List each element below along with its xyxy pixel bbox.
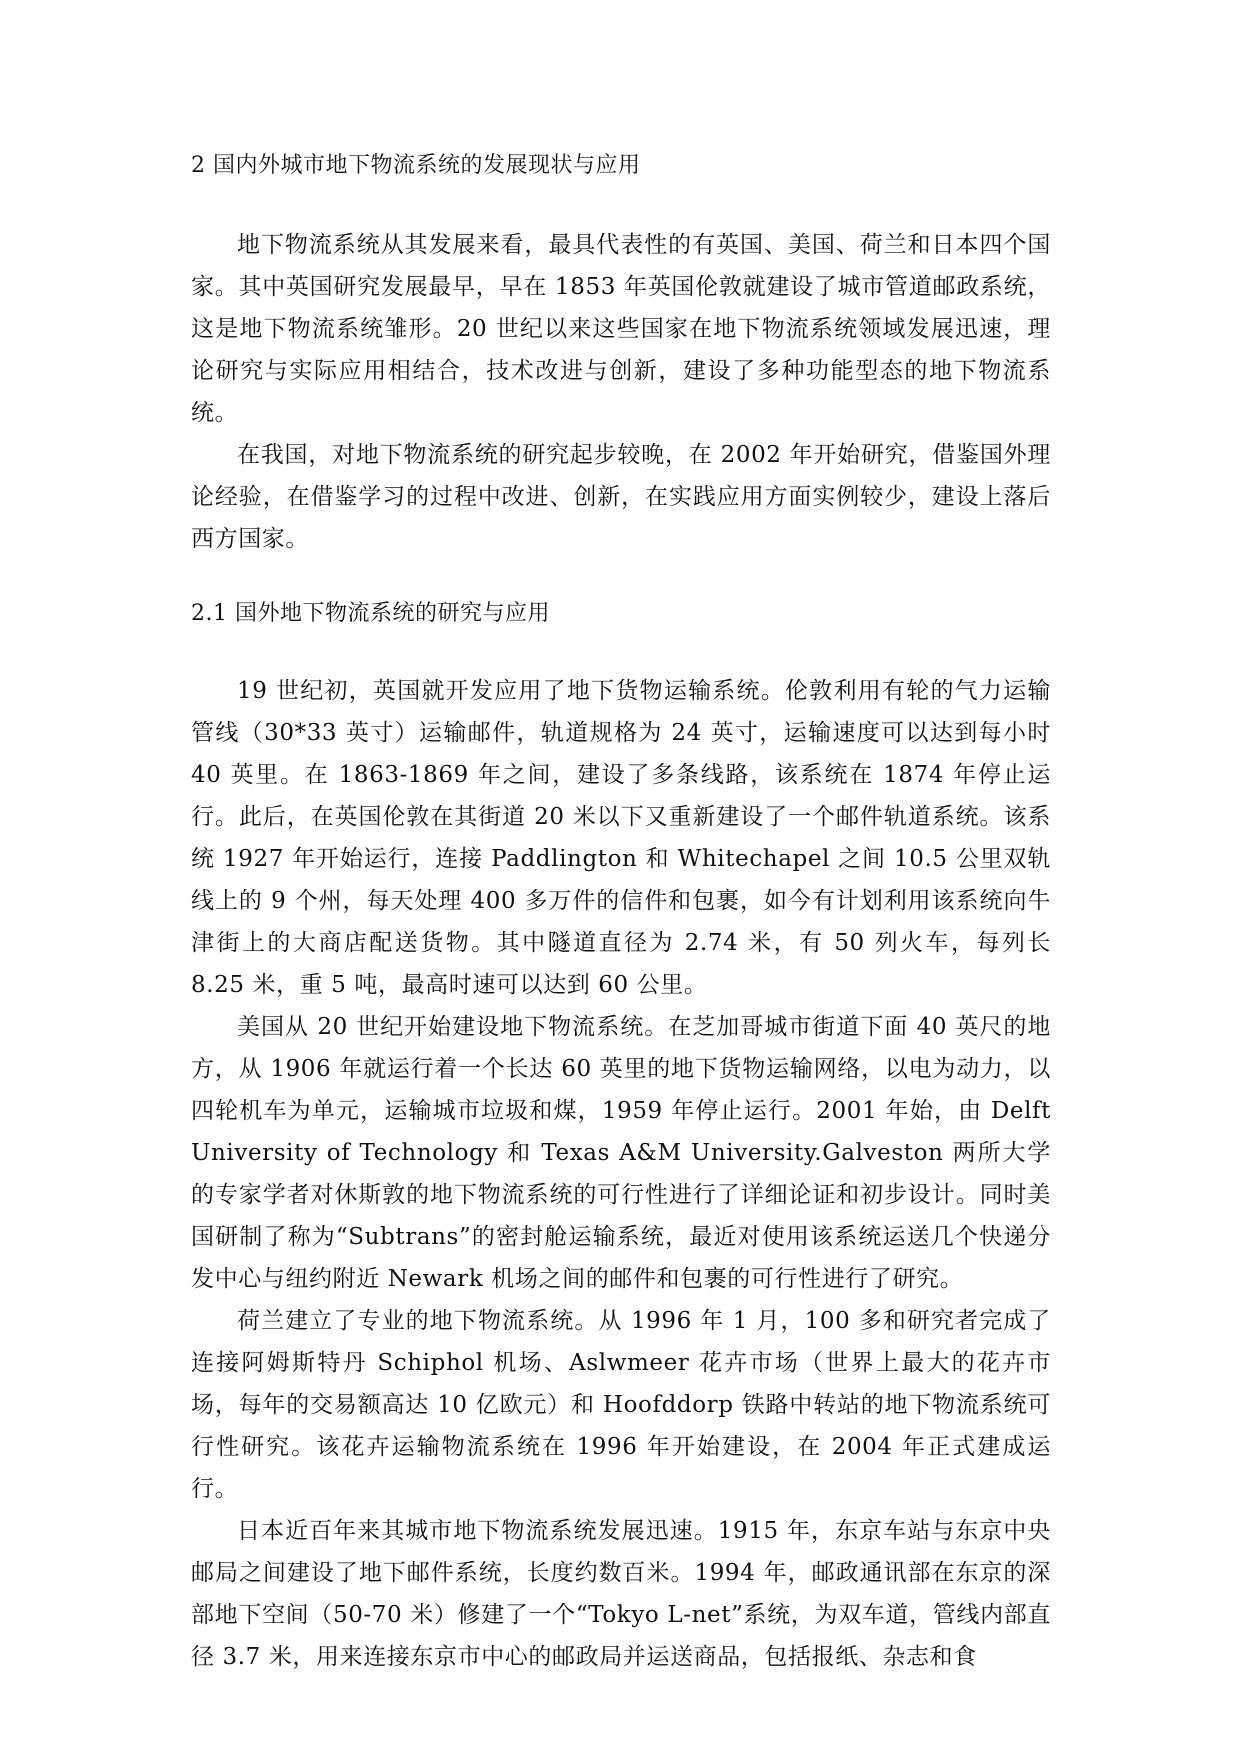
body-paragraph-netherlands: 荷兰建立了专业的地下物流系统。从 1996 年 1 月，100 多和研究者完成了连接阿姆斯特丹 Schiphol 机场、Aslwmeer 花卉市场（世界上最大的花卉市场，每年的交易额高达 10 亿欧元）和 Hoofddorp 铁路中转站的地下物流系统可行性研究。该花卉运输物流系统在 1996 年开始建设，在 2004 年正式建成运行。: [191, 1308, 1051, 1502]
body-paragraph-japan: 日本近百年来其城市地下物流系统发展迅速。1915 年，东京车站与东京中央邮局之间建设了地下邮件系统，长度约数百米。1994 年，邮政通讯部在东京的深部地下空间（50-70 米）修建了一个“Tokyo L-net”系统，为双车道，管线内部直径 3.7 米，用来连接东京市中心的邮政局并运送商品，包括报纸、杂志和食: [191, 1518, 1051, 1670]
section-heading: 2 国内外城市地下物流系统的发展现状与应用: [191, 153, 641, 178]
document-page: [191, 150, 1051, 1678]
subsection-heading: 2.1 国外地下物流系统的研究与应用: [191, 601, 550, 626]
body-paragraph-us: 美国从 20 世纪开始建设地下物流系统。在芝加哥城市街道下面 40 英尺的地方，从 1906 年就运行着一个长达 60 英里的地下货物运输网络，以电为动力，以四轮机车为单元，运输城市垃圾和煤，1959 年停止运行。2001 年始，由 Delft University of Technology 和 Texas A&M University.Galveston 两所大学的专家学者对休斯敦的地下物流系统的可行性进行了详细论证和初步设计。同时美国研制了称为“Subtrans”的密封舱运输系统，最近对使用该系统运送几个快递分发中心与纽约附近 Newark 机场之间的邮件和包裹的可行性进行了研究。: [191, 1014, 1051, 1292]
intro-paragraph: 地下物流系统从其发展来看，最具代表性的有英国、美国、荷兰和日本四个国家。其中英国研究发展最早，早在 1853 年英国伦敦就建设了城市管道邮政系统，这是地下物流系统雏形。20 世纪以来这些国家在地下物流系统领域发展迅速，理论研究与实际应用相结合，技术改进与创新，建设了多种功能型态的地下物流系统。: [191, 232, 1051, 426]
body-paragraph-uk: 19 世纪初，英国就开发应用了地下货物运输系统。伦敦利用有轮的气力运输管线（30*33 英寸）运输邮件，轨道规格为 24 英寸，运输速度可以达到每小时 40 英里。在 1863-1869 年之间，建设了多条线路，该系统在 1874 年停止运行。此后，在英国伦敦在其街道 20 米以下又重新建设了一个邮件轨道系统。该系统 1927 年开始运行，连接 Paddlington 和 Whitechapel 之间 10.5 公里双轨线上的 9 个州，每天处理 400 多万件的信件和包裹，如今有计划利用该系统向牛津街上的大商店配送货物。其中隧道直径为 2.74 米，有 50 列火车，每列长 8.25 米，重 5 吨，最高时速可以达到 60 公里。: [191, 678, 1051, 998]
intro-paragraph: 在我国，对地下物流系统的研究起步较晚，在 2002 年开始研究，借鉴国外理论经验，在借鉴学习的过程中改进、创新，在实践应用方面实例较少，建设上落后西方国家。: [191, 442, 1051, 552]
